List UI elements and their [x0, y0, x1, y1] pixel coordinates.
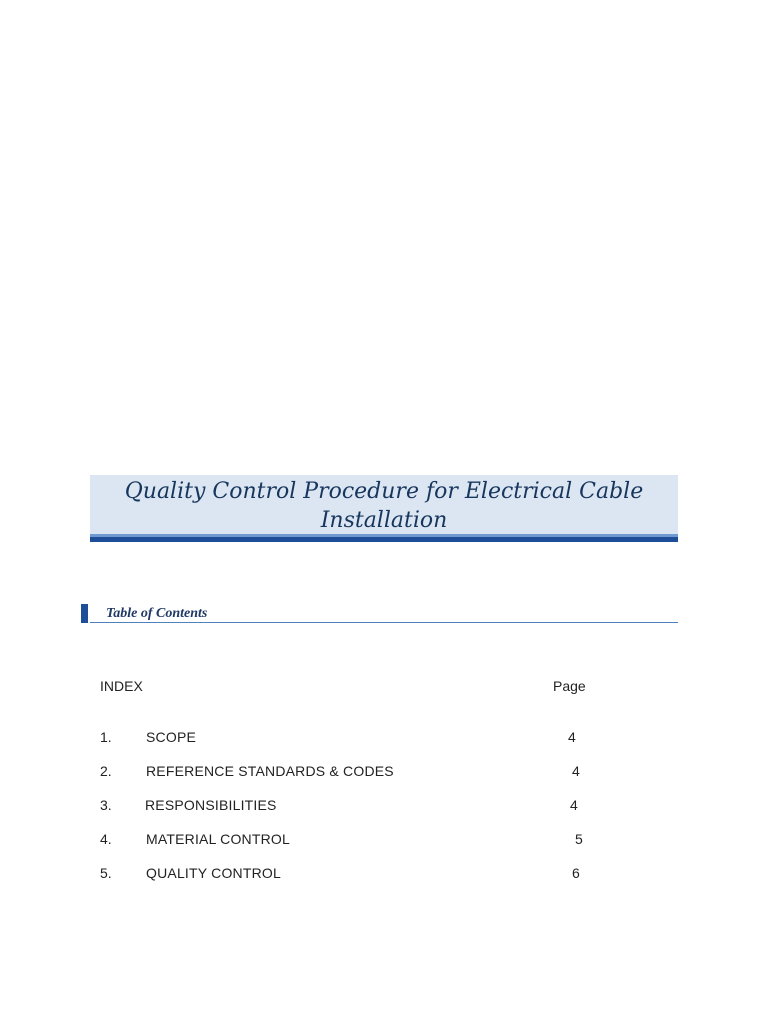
document-title [90, 477, 678, 535]
toc-heading: Table of Contents [106, 606, 208, 621]
toc-entry-number: 1. [100, 729, 112, 745]
toc-entry-material-control[interactable] [0, 830, 768, 850]
toc-entry-responsibilities[interactable] [0, 796, 768, 816]
document-title-line-2: Installation [320, 508, 448, 533]
toc-entry-page: 4 [570, 797, 578, 813]
page-column-label: Page [553, 678, 586, 694]
toc-entry-reference-standards[interactable] [0, 762, 768, 782]
toc-entry-number: 4. [100, 831, 112, 847]
title-underline-dark [90, 537, 678, 542]
toc-entry-title: RESPONSIBILITIES [145, 797, 277, 813]
index-column-label: INDEX [100, 678, 143, 694]
toc-heading-marker [81, 604, 88, 623]
toc-entry-number: 2. [100, 763, 112, 779]
toc-entry-page: 6 [572, 865, 580, 881]
toc-entry-page: 4 [568, 729, 576, 745]
toc-entry-quality-control[interactable] [0, 864, 768, 884]
toc-entry-number: 5. [100, 865, 112, 881]
title-band [90, 475, 678, 536]
document-title-line-1: Quality Control Procedure for Electrical Cable [124, 479, 644, 504]
toc-entry-scope[interactable] [0, 728, 768, 748]
toc-entry-title: REFERENCE STANDARDS & CODES [146, 763, 394, 779]
toc-entry-number: 3. [100, 797, 112, 813]
toc-entry-title: QUALITY CONTROL [146, 865, 281, 881]
toc-entry-page: 5 [575, 831, 583, 847]
toc-entry-page: 4 [572, 763, 580, 779]
toc-entry-title: MATERIAL CONTROL [146, 831, 290, 847]
toc-entry-title: SCOPE [146, 729, 197, 745]
toc-heading-rule [90, 622, 678, 623]
